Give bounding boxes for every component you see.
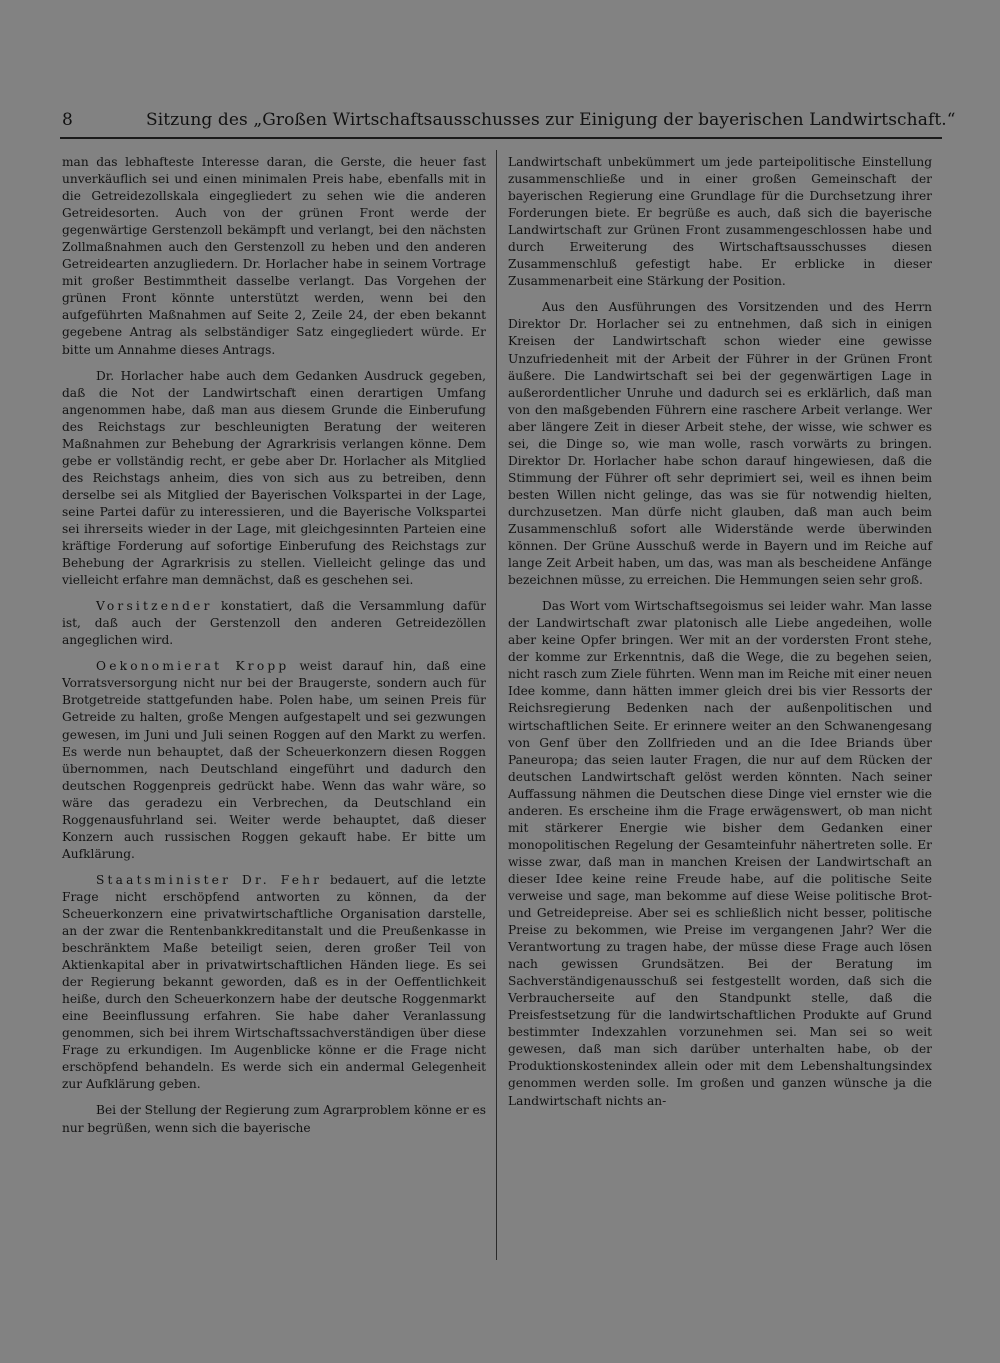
- running-title: Sitzung des „Großen Wirtschaftsausschusses zur Einigung der bayerischen Landwirtschaft.“: [146, 110, 956, 130]
- paragraph: Bei der Stellung der Regierung zum Agrarproblem könne er es nur begrüßen, wenn sich die bayerische: [62, 1103, 486, 1135]
- paragraph: [62, 658, 486, 863]
- paragraph: [62, 598, 486, 649]
- speaker-name: Vorsitzender: [96, 599, 213, 614]
- paragraph-text: konstatiert, daß die Versammlung dafür ist, daß auch der Gerstenzoll den anderen Getreidezöllen angeglichen wird.: [62, 599, 486, 648]
- paragraph: Dr. Horlacher habe auch dem Gedanken Ausdruck gegeben, daß die Not der Landwirtschaft einen derartigen Umfang angenommen habe, daß man aus diesem Grunde die Einberufung des Reichstags zur beschleunigten Beratung der weiteren Maßnahmen zur Behebung der Agrarkrisis verlangen könne. Dem gebe er vollständig recht, er gebe aber Dr. Horlacher als Mitglied des Reichstags anheim, dies von sich aus zu betreiben, denn derselbe sei als Mitglied der Bayerischen Volkspartei in der Lage, seine Partei dafür zu interessieren, und die Bayerische Volkspartei sei ihrerseits wieder in der Lage, mit gleichgesinnten Parteien eine kräftige Forderung auf sofortige Einberufung des Reichstags zur Behebung der Agrarkrisis zu stellen. Vielleicht gelinge das und vielleicht erfahre man demnächst, daß es geschehen sei.: [62, 368, 486, 588]
- paragraph-text: weist darauf hin, daß eine Vorratsversorgung nicht nur bei der Braugerste, sondern auch für Brotgetreide stattgefunden habe. Polen habe, um seinen Preis für Getreide zu halten, große Mengen aufgestapelt und sei gezwungen gewesen, im Juni und Juli seinen Roggen auf den Markt zu werfen. Es werde nun behauptet, daß der Scheuerkonzern diesen Roggen übernommen, nach Deutschland eingeführt und dadurch den deutschen Roggenpreis gedrückt habe. Wenn das wahr wäre, so wäre das geradezu ein Verbrechen, da Deutschland ein Roggenausfuhrland sei. Weiter werde behauptet, daß dieser Konzern auch russischen Roggen gekauft habe. Er bitte um Aufklärung.: [62, 659, 486, 861]
- speaker-name: Oekonomierat Kropp: [96, 659, 290, 674]
- paragraph-text: bedauert, auf die letzte Frage nicht erschöpfend antworten zu können, da der Scheuerkonzern eine privatwirtschaftliche Organisation darstelle, an der zwar die Rentenbankkreditanstalt und die Preußenkasse in beschränktem Maße beteiligt seien, deren großer Teil von Aktienkapital aber in privatwirtschaftlichen Händen liege. Es sei der Regierung bekannt geworden, daß es in der Oeffentlichkeit heiße, durch den Scheuerkonzern habe der deutsche Roggenmarkt eine Beeinflussung erfahren. Sie habe daher Veranlassung genommen, sich bei ihrem Wirtschaftssachverständigen über diese Frage zu erkundigen. Im Augenblicke könne er die Frage nicht erschöpfend behandeln. Es werde sich ein andermal Gelegenheit zur Aufklärung geben.: [62, 872, 486, 1092]
- left-column: [62, 154, 486, 1264]
- paragraph: Aus den Ausführungen des Vorsitzenden und des Herrn Direktor Dr. Horlacher sei zu entnehmen, daß sich in einigen Kreisen der Landwirtschaft schon wieder eine gewisse Unzufriedenheit mit der Arbeit der Führer in der Grünen Front äußere. Die Landwirtschaft sei bei der gegenwärtigen Lage in außerordentlicher Unruhe und dadurch sei es erklärlich, daß man von den maßgebenden Führern eine raschere Arbeit verlange. Wer aber längere Zeit in dieser Arbeit stehe, der wisse, wie schwer es sei, die Dinge so, wie man wolle, rasch vorwärts zu bringen. Direktor Dr. Horlacher habe schon darauf hingewiesen, daß die Stimmung der Führer oft sehr deprimiert sei, weil es ihnen beim besten Willen nicht gelinge, das was sie für notwendig hielten, durchzusetzen. Man dürfe nicht glauben, daß man auch beim Zusammenschluß sofort alle Widerstände werde überwinden können. Der Grüne Ausschuß werde in Bayern und im Reiche auf lange Zeit Arbeit haben, um das, was man als bescheidene Anfänge bezeichnen müsse, zu erreichen. Die Hemmungen seien sehr groß.: [508, 300, 932, 588]
- paragraph: [62, 872, 486, 1094]
- column-divider: [496, 150, 497, 1260]
- speaker-name: Staatsminister Dr. Fehr: [96, 872, 323, 887]
- paragraph: Landwirtschaft unbekümmert um jede parteipolitische Einstellung zusammenschließe und in einer großen Gemeinschaft der bayerischen Regierung eine Grundlage für die Durchsetzung ihrer Forderungen biete. Er begrüße es auch, daß sich die bayerische Landwirtschaft zur Grünen Front zusammengeschlossen habe und durch Erweiterung des Wirtschaftsausschusses diesen Zusammenschluß gefestigt habe. Er erblicke in dieser Zusammenarbeit eine Stärkung der Position.: [508, 155, 932, 289]
- right-column: [508, 154, 932, 1264]
- paragraph: Das Wort vom Wirtschaftsegoismus sei leider wahr. Man lasse der Landwirtschaft zwar platonisch alle Liebe angedeihen, wolle aber keine Opfer bringen. Wer mit an der vordersten Front stehe, der komme zur Erkenntnis, daß die Wege, die zu begehen seien, nicht rasch zum Ziele führten. Wenn man im Reiche mit einer neuen Idee komme, dann hätten immer gleich drei bis vier Ressorts der Reichsregierung Bedenken nach der außenpolitischen und wirtschaftlichen Seite. Er erinnere weiter an den Schwanengesang von Genf über den Zollfrieden und an die Idee Briands über Paneuropa; das seien lauter Fragen, die nur auf dem Rücken der deutschen Landwirtschaft gelöst werden könnten. Nach seiner Auffassung nähmen die Deutschen diese Dinge viel ernster wie die anderen. Es erscheine ihm die Frage erwägenswert, ob man nicht mit stärkerer Energie wie bisher dem Gedanken einer monopolitischen Regelung der Gesamteinfuhr nähertreten solle. Er wisse zwar, daß man in manchen Kreisen der Landwirtschaft an dieser Idee keine reine Freude habe, auf die politische Seite verweise und sage, man bekomme auf diese Weise politische Brot- und Getreidepreise. Aber sei es schließlich nicht besser, politische Preise zu bekommen, wie Preise im vergangenen Jahr? Wer die Verantwortung zu tragen habe, der müsse diese Frage auch lösen nach gewissen Grundsätzen. Bei der Beratung im Sachverständigenausschuß sei festgestellt worden, daß sich die Verbraucherseite auf den Standpunkt stelle, daß die Preisfestsetzung für die landwirtschaftlichen Produkte auf Grund bestimmter Indexzahlen vorzunehmen sei. Man sei so weit gewesen, daß man sich darüber unterhalten habe, ob der Produktionskostenindex allein oder mit dem Lebenshaltungsindex genommen werden solle. Im großen und ganzen wünsche ja die Landwirtschaft nichts an-: [508, 599, 932, 1108]
- header-rule: [60, 137, 942, 139]
- paragraph: man das lebhafteste Interesse daran, die Gerste, die heuer fast unverkäuflich sei und einen minimalen Preis habe, ebenfalls mit in die Getreidezollskala eingegliedert zu sehen wie die anderen Getreidesorten. Auch von der grünen Front werde der gegenwärtige Gerstenzoll bekämpft und verlangt, bei den nächsten Zollmaßnahmen auch den Gerstenzoll zu heben und den anderen Getreidearten anzugliedern. Dr. Horlacher habe in seinem Vortrage mit großer Bestimmtheit dasselbe verlangt. Das Vorgehen der grünen Front könnte unterstützt werden, wenn bei den aufgeführten Maßnahmen auf Seite 2, Zeile 24, der eben bekannt gegebene Antrag als selbständiger Satz eingegliedert würde. Er bitte um Annahme dieses Antrags.: [62, 155, 486, 357]
- page-header: [62, 108, 956, 132]
- page-number: 8: [62, 110, 73, 130]
